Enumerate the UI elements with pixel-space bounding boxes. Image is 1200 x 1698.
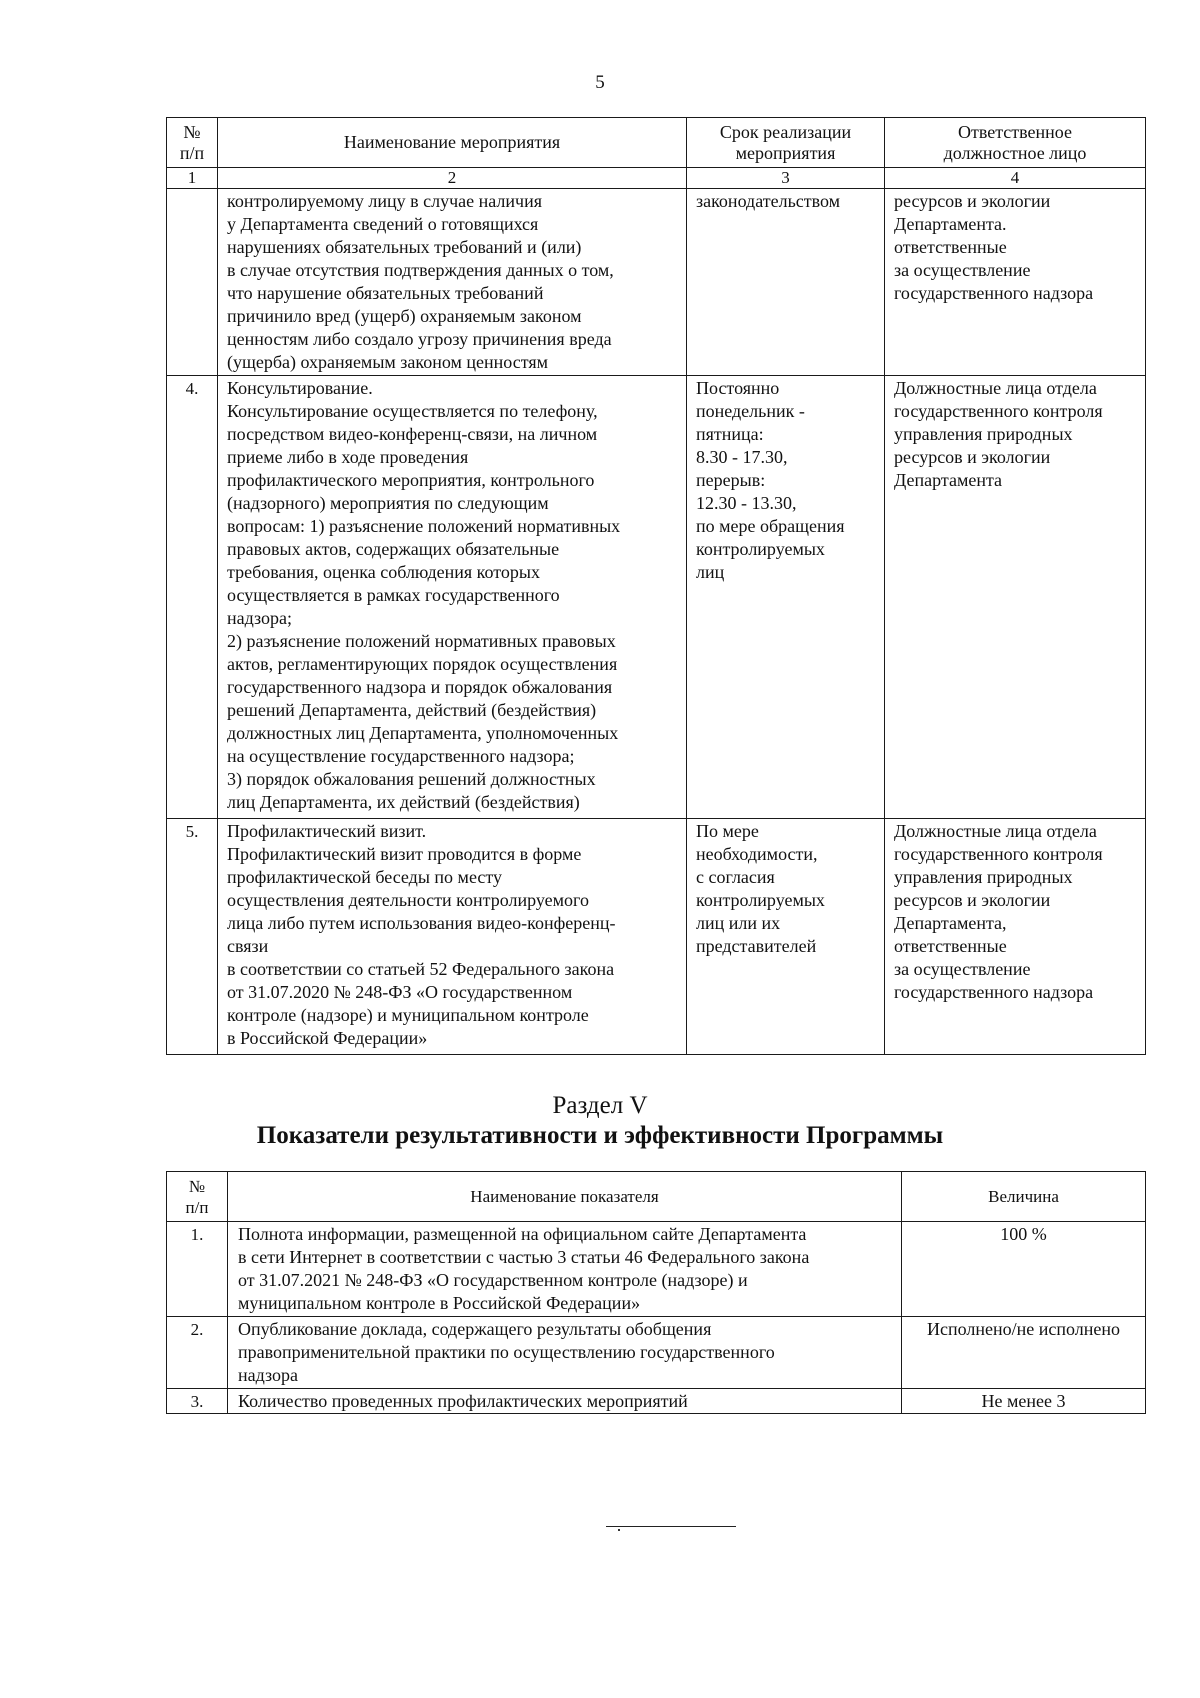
column-index-cell: 3 (687, 168, 885, 189)
footer-mark (618, 1529, 620, 1531)
row-number: 4. (167, 376, 218, 819)
activity-responsible-cell: Должностные лица отдела государственного контроля управления природных ресурсов и экологии Департамента (885, 376, 1146, 819)
section-subtitle: Раздел V (552, 1092, 648, 1119)
col-header-number-line2: п/п (179, 142, 205, 163)
indicator-value-cell: Не менее 3 (902, 1389, 1146, 1414)
column-index-row (167, 168, 1146, 189)
col-header-term-line1: Срок реализации (719, 121, 852, 142)
col-header-number (167, 118, 218, 168)
activity-name-cell: Консультирование. Консультирование осуществляется по телефону, посредством видео-конференц-связи, на личном приеме либо в ходе проведения профилактического мероприятия, контрольного (надзорного) мероприятия по следующим вопросам: 1) разъяснение положений нормативных правовых актов, содержащих обязательные требования, оценка соблюдения которых осуществляется в рамках государственного надзора; 2) разъяснение положений нормативных правовых актов, регламентирующих порядок осуществления государственного надзора и порядок обжалования решений Департамента, действий (бездействия) должностных лиц Департамента, уполномоченных на осуществление государственного надзора; 3) порядок обжалования решений должностных лиц Департамента, их действий (бездействия) (218, 376, 687, 819)
col-header-responsible (885, 118, 1146, 168)
activity-name-cell: контролируемому лицу в случае наличия у Департамента сведений о готовящихся нарушениях обязательных требований и (или) в случае отсутствия подтверждения данных о том, что нарушение обязательных требований причинило вред (ущерб) охраняемым законом ценностям либо создало угрозу причинения вреда (ущерба) охраняемым законом ценностям (218, 189, 687, 376)
indicator-name-cell: Полнота информации, размещенной на официальном сайте Департамента в сети Интернет в соответствии с частью 3 статьи 46 Федерального закона от 31.07.2021 № 248-ФЗ «О государственном контроле (надзоре) и муниципальном контроле в Российской Федерации» (228, 1222, 902, 1317)
row-number: 1. (167, 1222, 228, 1317)
row-number: 2. (167, 1317, 228, 1389)
col-header-activity-name: Наименование мероприятия (218, 118, 687, 168)
col-header-term-line2: мероприятия (735, 142, 836, 163)
indicator-value-cell: 100 % (902, 1222, 1146, 1317)
table-row (167, 1317, 1146, 1389)
row-number: 3. (167, 1389, 228, 1414)
activity-responsible-cell: ресурсов и экологии Департамента. ответственные за осуществление государственного надзора (885, 189, 1146, 376)
footer-separator-line (606, 1526, 736, 1527)
column-index-cell: 2 (218, 168, 687, 189)
indicator-name-cell: Опубликование доклада, содержащего результаты обобщения правоприменительной практики по осуществлению государственного надзора (228, 1317, 902, 1389)
col-header-number-line1: № (188, 1176, 206, 1196)
col-header-indicator-name: Наименование показателя (228, 1172, 902, 1222)
table-row (167, 819, 1146, 1055)
col-header-number-line1: № (183, 121, 201, 142)
col-header-responsible-line1: Ответственное (957, 121, 1073, 142)
activity-term-cell: Постоянно понедельник - пятница: 8.30 - 17.30, перерыв: 12.30 - 13.30, по мере обращения контролируемых лиц (687, 376, 885, 819)
column-index-cell: 4 (885, 168, 1146, 189)
activities-table (166, 117, 1146, 1055)
col-header-term (687, 118, 885, 168)
col-header-number (167, 1172, 228, 1222)
indicator-value-cell: Исполнено/не исполнено (902, 1317, 1146, 1389)
row-number: 5. (167, 819, 218, 1055)
table-row (167, 1389, 1146, 1414)
activity-name-cell: Профилактический визит. Профилактический визит проводится в форме профилактической беседы по месту осуществления деятельности контролируемого лица либо путем использования видео-конференц- связи в соответствии со статьей 52 Федерального закона от 31.07.2020 № 248-ФЗ «О государственном контроле (надзоре) и муниципальном контроле в Российской Федерации» (218, 819, 687, 1055)
col-header-value: Величина (902, 1172, 1146, 1222)
col-header-responsible-line2: должностное лицо (943, 142, 1087, 163)
row-number (167, 189, 218, 376)
page-number: 5 (595, 72, 605, 93)
section-title: Показатели результативности и эффективности Программы (256, 1122, 944, 1149)
table-row (167, 376, 1146, 819)
table-row (167, 1222, 1146, 1317)
col-header-number-line2: п/п (185, 1197, 209, 1217)
column-index-cell: 1 (167, 168, 218, 189)
activity-term-cell: По мере необходимости, с согласия контролируемых лиц или их представителей (687, 819, 885, 1055)
indicator-name-cell: Количество проведенных профилактических мероприятий (228, 1389, 902, 1414)
activity-responsible-cell: Должностные лица отдела государственного контроля управления природных ресурсов и экологии Департамента, ответственные за осуществление государственного надзора (885, 819, 1146, 1055)
table-row (167, 189, 1146, 376)
indicators-table (166, 1171, 1146, 1414)
activity-term-cell: законодательством (687, 189, 885, 376)
